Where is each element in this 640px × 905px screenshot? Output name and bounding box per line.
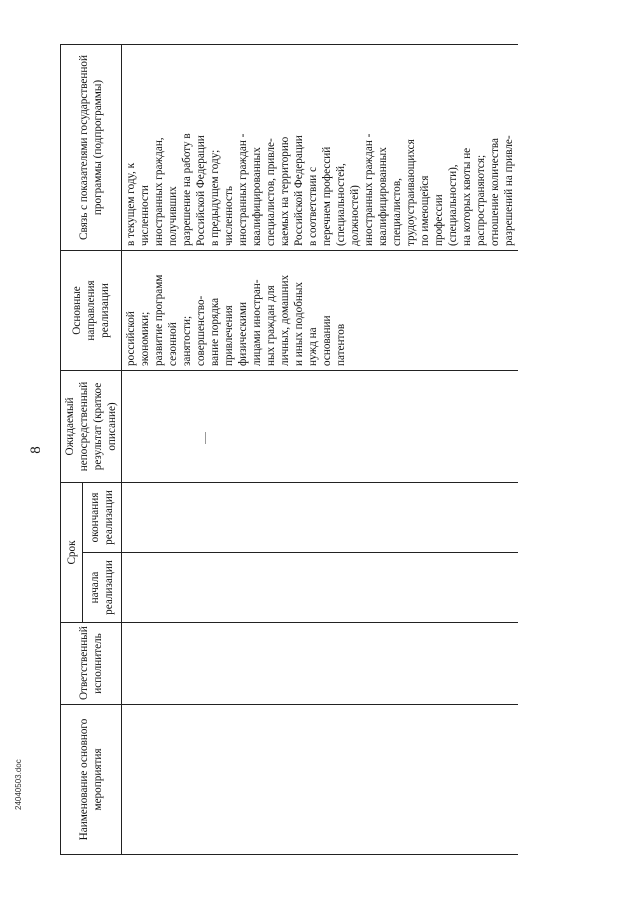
cell-indicators-link [122,45,519,251]
header-directions: Основные направления реализации [61,251,122,371]
indicators-line: на которых квоты не [461,147,473,246]
directions-line: ных граждан для [265,285,277,366]
directions-line: вание порядка [209,297,221,366]
table-row [122,45,519,855]
indicators-line: должностей) [349,185,361,246]
indicators-line: (специальности), [447,164,459,246]
directions-line: нужд на [307,327,319,366]
cell-start [122,553,519,623]
indicators-line: трудоустраивающихся [405,139,417,246]
cell-directions [122,251,519,371]
directions-line: развитие программ [153,274,165,366]
indicators-line: разрешение на работу в [181,133,193,246]
indicators-line: перечнем профессий [321,146,333,246]
indicators-line: каемых на территорию [279,136,291,246]
cell-end [122,483,519,553]
cell-responsible [122,623,519,705]
directions-line: совершенство- [195,295,207,366]
indicators-line: квалифицированных [377,147,389,246]
footer-doc-code: 24040503.doc [14,759,23,810]
indicators-line: в предыдущем году; [209,149,221,246]
indicators-line: численность [223,186,235,246]
page-number: 8 [28,446,44,454]
directions-line: физическими [237,302,249,366]
indicators-line: разрешений на привле- [503,135,515,246]
indicators-line: в соответствии с [307,166,319,246]
rotated-page [20,45,580,855]
header-row-1 [61,45,83,855]
header-start: начала реализации [83,553,122,623]
indicators-line: получивших [167,186,179,246]
header-indicators-link: Связь с показателями государственной программы (подпрограммы) [61,45,122,251]
header-expected-result: Ожидаемый непосредственный результат (краткое описание) [61,371,122,483]
indicators-line: в текущем году, к [125,162,137,246]
directions-line: российской [125,311,137,366]
directions-line: занятости; [181,315,193,366]
indicators-line: иностранных граждан - [237,133,249,246]
cell-expected-result [122,371,519,483]
cell-measure-name [122,705,519,855]
directions-line: основании [321,315,333,366]
indicators-line: специалистов, привле- [265,138,277,246]
indicators-line: специалистов, [391,178,403,246]
indicators-line: профессии [433,194,445,246]
indicators-line: по имеющейся [419,175,431,246]
directions-line: экономики; [139,311,151,366]
indicators-line: Российской Федерации [195,135,207,246]
header-measure-name: Наименование основного мероприятия [61,705,122,855]
scan-mark [205,432,206,444]
indicators-line: иностранных граждан - [363,133,375,246]
indicators-line: Российской Федерации [293,135,305,246]
directions-line: лицами иностран- [251,279,263,366]
indicators-line: квалифицированных [251,147,263,246]
directions-line: личных, домашних [279,274,291,366]
indicators-line: распространяются; [475,154,487,246]
indicators-line: (специальностей, [335,163,347,246]
measures-table [60,44,518,855]
header-end: окончания реализации [83,483,122,553]
indicators-line: численности [139,185,151,246]
directions-line: привлечения [223,305,235,366]
header-term: Срок [61,483,83,623]
directions-line: сезонной [167,322,179,366]
indicators-line: отношение количества [489,138,501,246]
directions-line: патентов [335,323,347,366]
directions-line: и иных подобных [293,282,305,366]
indicators-line: иностранных граждан, [153,137,165,246]
header-responsible: Ответственный исполнитель [61,623,122,705]
